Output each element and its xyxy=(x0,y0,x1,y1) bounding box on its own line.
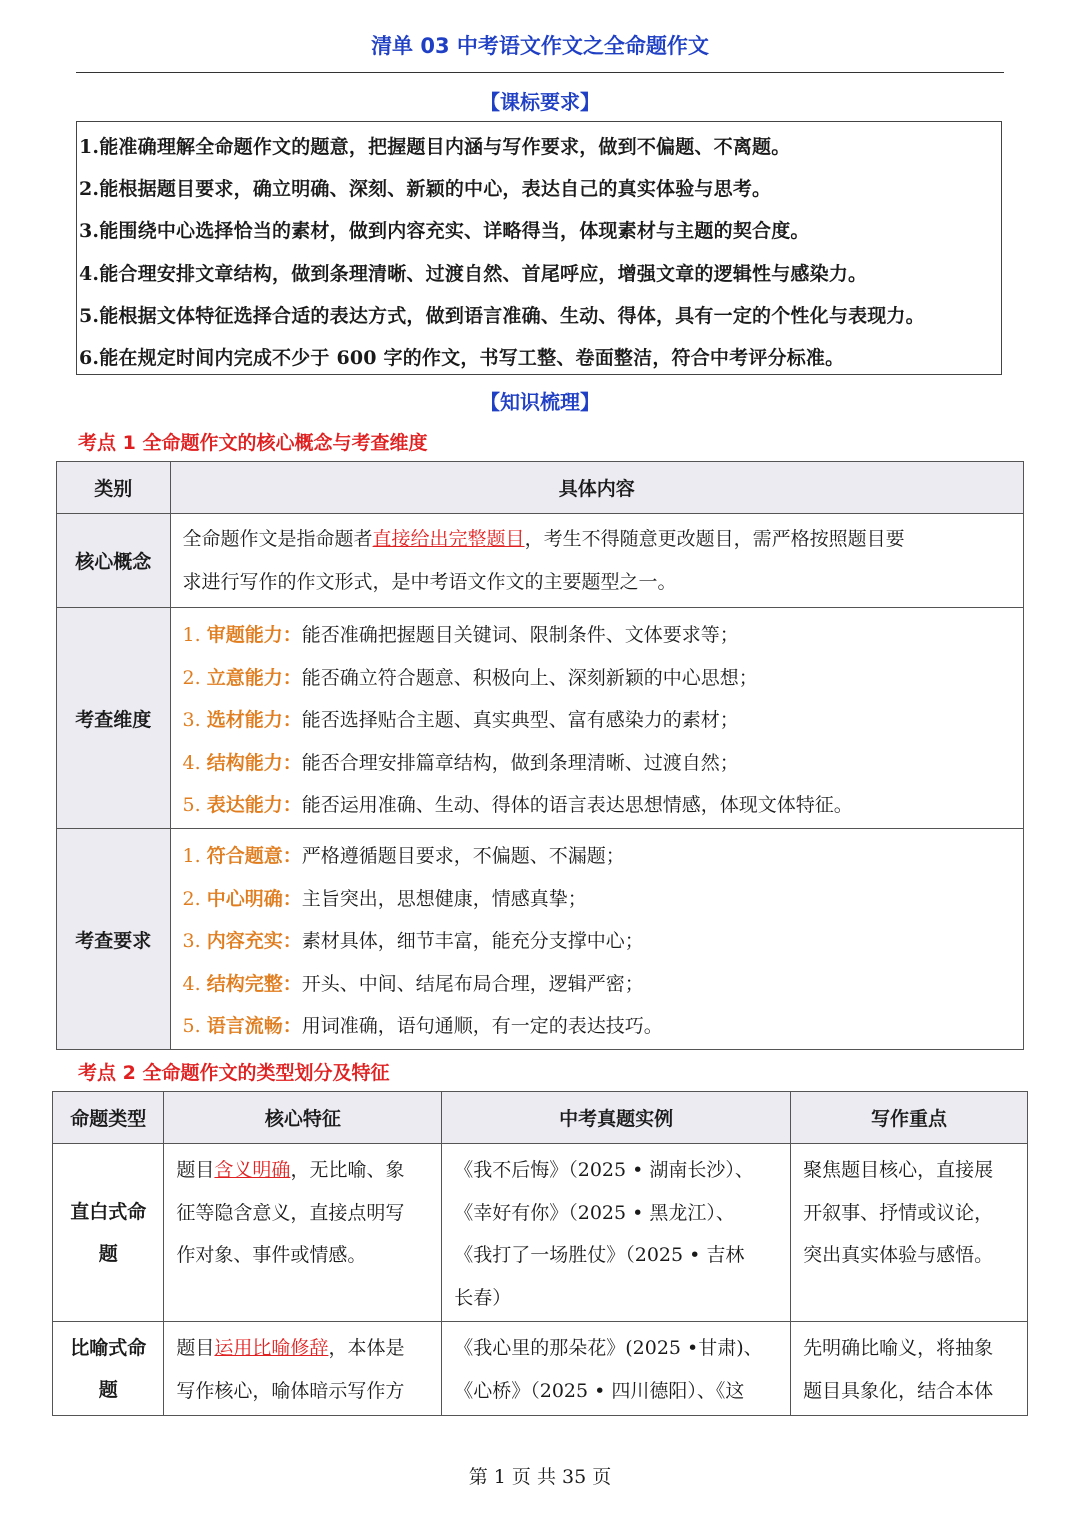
requirements-box xyxy=(76,121,1002,375)
item-number: 1. xyxy=(182,624,201,646)
core-text: 求进行写作的作文形式，是中考语文作文的主要题型之一。 xyxy=(182,570,677,593)
item-label: 选材能力： xyxy=(206,709,302,731)
type-metaphor xyxy=(53,1322,164,1416)
focus-text: 题目具象化，结合本体 xyxy=(803,1379,994,1402)
document-title: 清单 03 中考语文作文之全命题作文 xyxy=(371,34,709,58)
item-label: 内容充实： xyxy=(206,930,302,952)
item-number: 3. xyxy=(182,930,201,952)
requirements-heading: 【课标要求】 xyxy=(480,90,600,114)
item-text: 能否准确把握题目关键词、限制条件、文体要求等； xyxy=(301,624,739,646)
dimensions-content xyxy=(170,608,1023,829)
item-number: 4. xyxy=(182,972,201,995)
requirement-item: 5.能根据文体特征选择合适的表达方式，做到语言准确、生动、得体，具有一定的个性化与表现力。 xyxy=(79,305,925,327)
feature-text: 写作核心，喻体暗示写作方 xyxy=(176,1379,405,1402)
feature-text: 题目 xyxy=(176,1159,215,1181)
item-number: 1. xyxy=(182,845,201,867)
item-text: 能否确立符合题意、积极向上、深刻新颖的中心思想； xyxy=(301,666,758,689)
feature-text: 作对象、事件或情感。 xyxy=(176,1244,367,1266)
focus-cell xyxy=(791,1322,1028,1416)
type-label: 题 xyxy=(98,1378,118,1401)
header-focus: 写作重点 xyxy=(791,1092,1028,1144)
requirements-content xyxy=(170,829,1023,1050)
example-text: 《我打了一场胜仗》（2025 • 吉林 xyxy=(454,1244,745,1266)
feature-cell xyxy=(164,1144,442,1322)
item-number: 2. xyxy=(182,887,201,910)
category-dimensions: 考查维度 xyxy=(57,608,171,829)
feature-text: 征等隐含意义，直接点明写 xyxy=(176,1201,405,1224)
item-label: 语言流畅： xyxy=(206,1015,302,1037)
focus-text: 先明确比喻义，将抽象 xyxy=(803,1337,994,1359)
requirement-item: 2.能根据题目要求，确立明确、深刻、新颖的中心，表达自己的真实体验与思考。 xyxy=(79,178,772,200)
item-number: 2. xyxy=(182,666,201,689)
item-text: 素材具体，细节丰富，能充分支撑中心； xyxy=(301,930,644,952)
item-number: 4. xyxy=(182,751,201,774)
point1-table xyxy=(56,461,1024,1050)
requirement-item: 6.能在规定时间内完成不少于 600 字的作文，书写工整、卷面整洁，符合中考评分标准。 xyxy=(79,347,845,369)
list-item xyxy=(183,657,1011,700)
list-item xyxy=(183,699,1011,742)
item-text: 能否选择贴合主题、真实典型、富有感染力的素材； xyxy=(301,709,739,731)
core-highlight: 直接给出完整题目 xyxy=(372,528,525,550)
core-concept-content xyxy=(170,514,1023,608)
feature-highlight: 含义明确 xyxy=(214,1159,291,1181)
focus-cell xyxy=(791,1144,1028,1322)
category-requirements: 考查要求 xyxy=(57,829,171,1050)
item-text: 用词准确，语句通顺，有一定的表达技巧。 xyxy=(301,1015,663,1037)
list-item xyxy=(183,1005,1011,1048)
item-number: 5. xyxy=(182,1015,201,1037)
header-feature: 核心特征 xyxy=(164,1092,442,1144)
item-text: 开头、中间、结尾布局合理，逻辑严密； xyxy=(301,972,644,995)
type-direct xyxy=(53,1144,164,1322)
list-item xyxy=(183,963,1011,1006)
example-text: 《我心里的那朵花》(2025 •甘肃)、 xyxy=(454,1337,763,1359)
item-text: 能否运用准确、生动、得体的语言表达思想情感，体现文体特征。 xyxy=(301,794,853,816)
item-text: 严格遵循题目要求，不偏题、不漏题； xyxy=(301,845,625,867)
core-text: ，考生不得随意更改题目，需严格按照题目要 xyxy=(524,528,905,550)
feature-highlight: 运用比喻修辞 xyxy=(214,1337,329,1359)
header-type: 命题类型 xyxy=(53,1092,164,1144)
item-label: 表达能力： xyxy=(206,794,302,816)
core-text: 全命题作文是指命题者 xyxy=(182,528,373,550)
list-item xyxy=(183,742,1011,785)
example-text: 《幸好有你》（2025 • 黑龙江）、 xyxy=(454,1201,735,1224)
item-number: 5. xyxy=(182,794,201,816)
point2-title: 考点 2 全命题作文的类型划分及特征 xyxy=(78,1062,390,1084)
feature-text: ，无比喻、象 xyxy=(290,1159,405,1181)
examples-cell xyxy=(442,1144,791,1322)
header-content: 具体内容 xyxy=(170,462,1023,514)
requirement-item: 3.能围绕中心选择恰当的素材，做到内容充实、详略得当，体现素材与主题的契合度。 xyxy=(79,220,810,242)
item-label: 立意能力： xyxy=(206,666,302,689)
type-label: 直白式命 xyxy=(70,1200,147,1223)
list-item xyxy=(183,784,1011,827)
type-label: 题 xyxy=(98,1242,118,1265)
examples-cell xyxy=(442,1322,791,1416)
focus-text: 聚焦题目核心，直接展 xyxy=(803,1159,994,1181)
list-item xyxy=(183,920,1011,963)
feature-cell xyxy=(164,1322,442,1416)
point2-table xyxy=(52,1091,1028,1416)
list-item xyxy=(183,835,1011,878)
page-footer: 第 1 页 共 35 页 xyxy=(468,1466,612,1488)
item-label: 结构能力： xyxy=(206,751,302,774)
header-examples: 中考真题实例 xyxy=(442,1092,791,1144)
feature-text: 题目 xyxy=(176,1337,215,1359)
requirement-item: 1.能准确理解全命题作文的题意，把握题目内涵与写作要求，做到不偏题、不离题。 xyxy=(79,136,791,158)
example-text: 长春） xyxy=(454,1286,512,1309)
category-core-concept: 核心概念 xyxy=(57,514,171,608)
title-divider xyxy=(76,72,1004,73)
requirement-item: 4.能合理安排文章结构，做到条理清晰、过渡自然、首尾呼应，增强文章的逻辑性与感染力。 xyxy=(79,263,868,285)
focus-text: 突出真实体验与感悟。 xyxy=(803,1244,994,1266)
point1-title: 考点 1 全命题作文的核心概念与考查维度 xyxy=(78,432,428,454)
item-number: 3. xyxy=(182,709,201,731)
header-category: 类别 xyxy=(57,462,171,514)
list-item xyxy=(183,614,1011,657)
feature-text: ，本体是 xyxy=(328,1337,405,1359)
example-text: 《心桥》（2025 • 四川德阳）、《这 xyxy=(454,1379,745,1402)
item-text: 主旨突出，思想健康，情感真挚； xyxy=(301,887,587,910)
type-label: 比喻式命 xyxy=(70,1336,147,1359)
item-label: 结构完整： xyxy=(206,972,302,995)
item-label: 中心明确： xyxy=(206,887,302,910)
focus-text: 开叙事、抒情或议论， xyxy=(803,1201,994,1224)
example-text: 《我不后悔》（2025 • 湖南长沙）、 xyxy=(454,1159,754,1181)
knowledge-heading: 【知识梳理】 xyxy=(480,390,600,414)
item-label: 审题能力： xyxy=(206,624,302,646)
item-label: 符合题意： xyxy=(206,845,302,867)
list-item xyxy=(183,878,1011,921)
item-text: 能否合理安排篇章结构，做到条理清晰、过渡自然； xyxy=(301,751,739,774)
